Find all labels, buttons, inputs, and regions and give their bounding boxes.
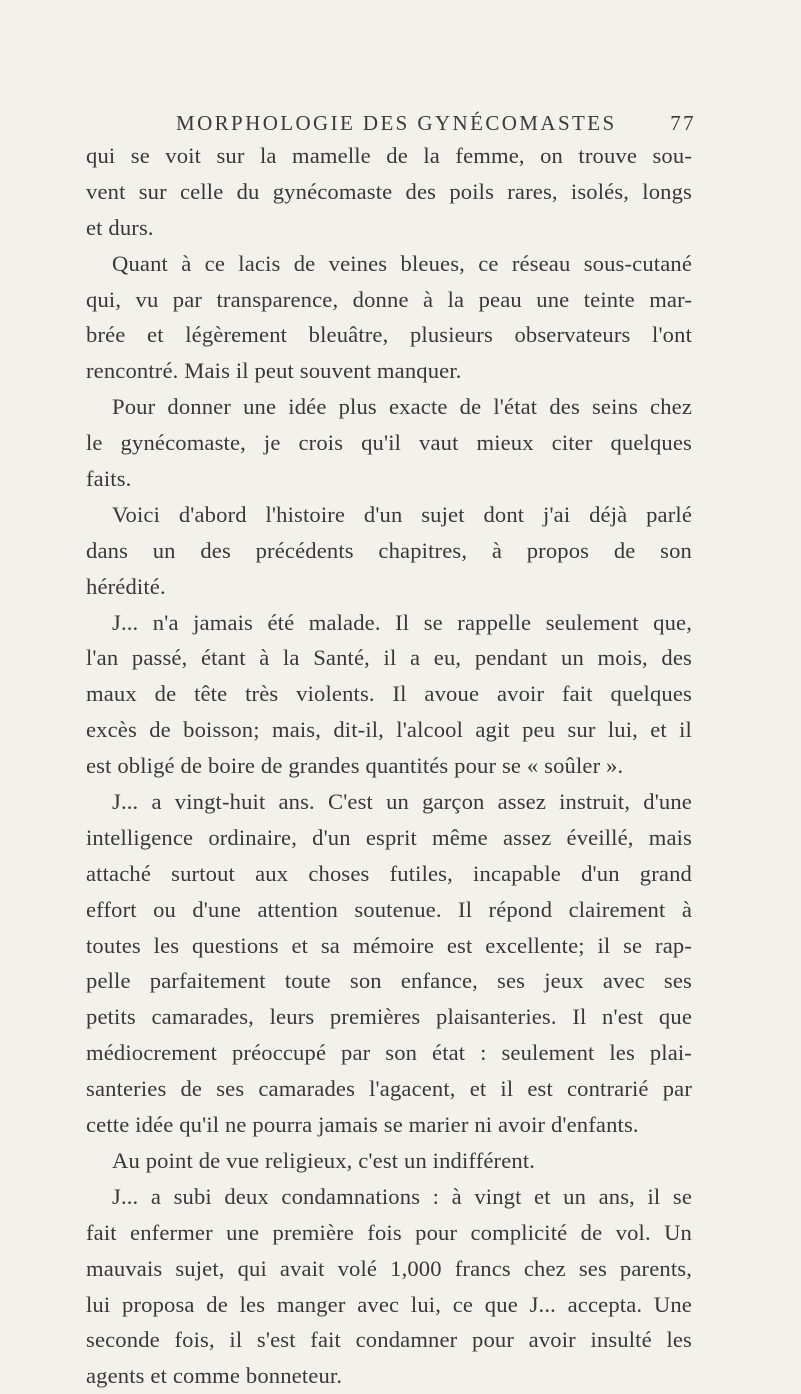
text-line: attaché surtout aux choses futiles, incapable d'un grand (86, 860, 692, 886)
text-line: rencontré. Mais il peut souvent manquer. (86, 358, 462, 384)
text-line: Pour donner une idée plus exacte de l'état des seins chez (112, 394, 692, 420)
text-line: santeries de ses camarades l'agacent, et il est contrarié par (86, 1076, 692, 1102)
text-line: dans un des précédents chapitres, à propos de son (86, 537, 692, 563)
text-line: petits camarades, leurs premières plaisanteries. Il n'est que (86, 1004, 692, 1030)
text-line: brée et légèrement bleuâtre, plusieurs observateurs l'ont (86, 322, 692, 348)
running-title: MORPHOLOGIE DES GYNÉCOMASTES (176, 111, 617, 135)
text-line: lui proposa de les manger avec lui, ce que J... accepta. Une (86, 1291, 692, 1317)
text-line: agents et comme bonneteur. (86, 1363, 343, 1389)
text-line: est obligé de boire de grandes quantités pour se « soûler ». (86, 753, 624, 779)
body-text (86, 138, 692, 1394)
text-line: le gynécomaste, je crois qu'il vaut mieux citer quelques (86, 430, 692, 456)
text-line: J... n'a jamais été malade. Il se rappelle seulement que, (112, 609, 692, 635)
text-line: J... a subi deux condamnations : à vingt et un ans, il se (112, 1183, 692, 1209)
text-line: Quant à ce lacis de veines bleues, ce réseau sous-cutané (112, 250, 692, 276)
page-number: 77 (670, 111, 696, 135)
text-line: toutes les questions et sa mémoire est excellente; il se rap- (86, 932, 692, 958)
text-line: pelle parfaitement toute son enfance, ses jeux avec ses (86, 968, 692, 994)
text-line: mauvais sujet, qui avait volé 1,000 francs chez ses parents, (86, 1255, 692, 1281)
text-line: seconde fois, il s'est fait condamner pour avoir insulté les (86, 1327, 692, 1353)
text-line: l'an passé, étant à la Santé, il a eu, pendant un mois, des (86, 645, 692, 671)
text-line: et durs. (86, 214, 154, 240)
text-line: qui, vu par transparence, donne à la peau une teinte mar- (86, 286, 692, 312)
text-line: cette idée qu'il ne pourra jamais se marier ni avoir d'enfants. (86, 1112, 639, 1138)
text-line: Au point de vue religieux, c'est un indifférent. (112, 1147, 536, 1173)
text-line: Voici d'abord l'histoire d'un sujet dont j'ai déjà parlé (112, 501, 692, 527)
text-line: hérédité. (86, 573, 166, 599)
text-line: vent sur celle du gynécomaste des poils rares, isolés, longs (86, 178, 692, 204)
text-line: qui se voit sur la mamelle de la femme, on trouve sou- (86, 143, 692, 168)
text-line: faits. (86, 466, 132, 492)
text-line: fait enfermer une première fois pour complicité de vol. Un (86, 1219, 692, 1245)
text-line: maux de tête très violents. Il avoue avoir fait quelques (86, 681, 692, 707)
text-line: médiocrement préoccupé par son état : seulement les plai- (86, 1040, 692, 1066)
text-line: intelligence ordinaire, d'un esprit même assez éveillé, mais (86, 824, 692, 850)
text-line: J... a vingt-huit ans. C'est un garçon assez instruit, d'une (112, 789, 692, 815)
text-line: effort ou d'une attention soutenue. Il répond clairement à (86, 896, 692, 922)
text-line: excès de boisson; mais, dit-il, l'alcool agit peu sur lui, et il (86, 717, 692, 743)
